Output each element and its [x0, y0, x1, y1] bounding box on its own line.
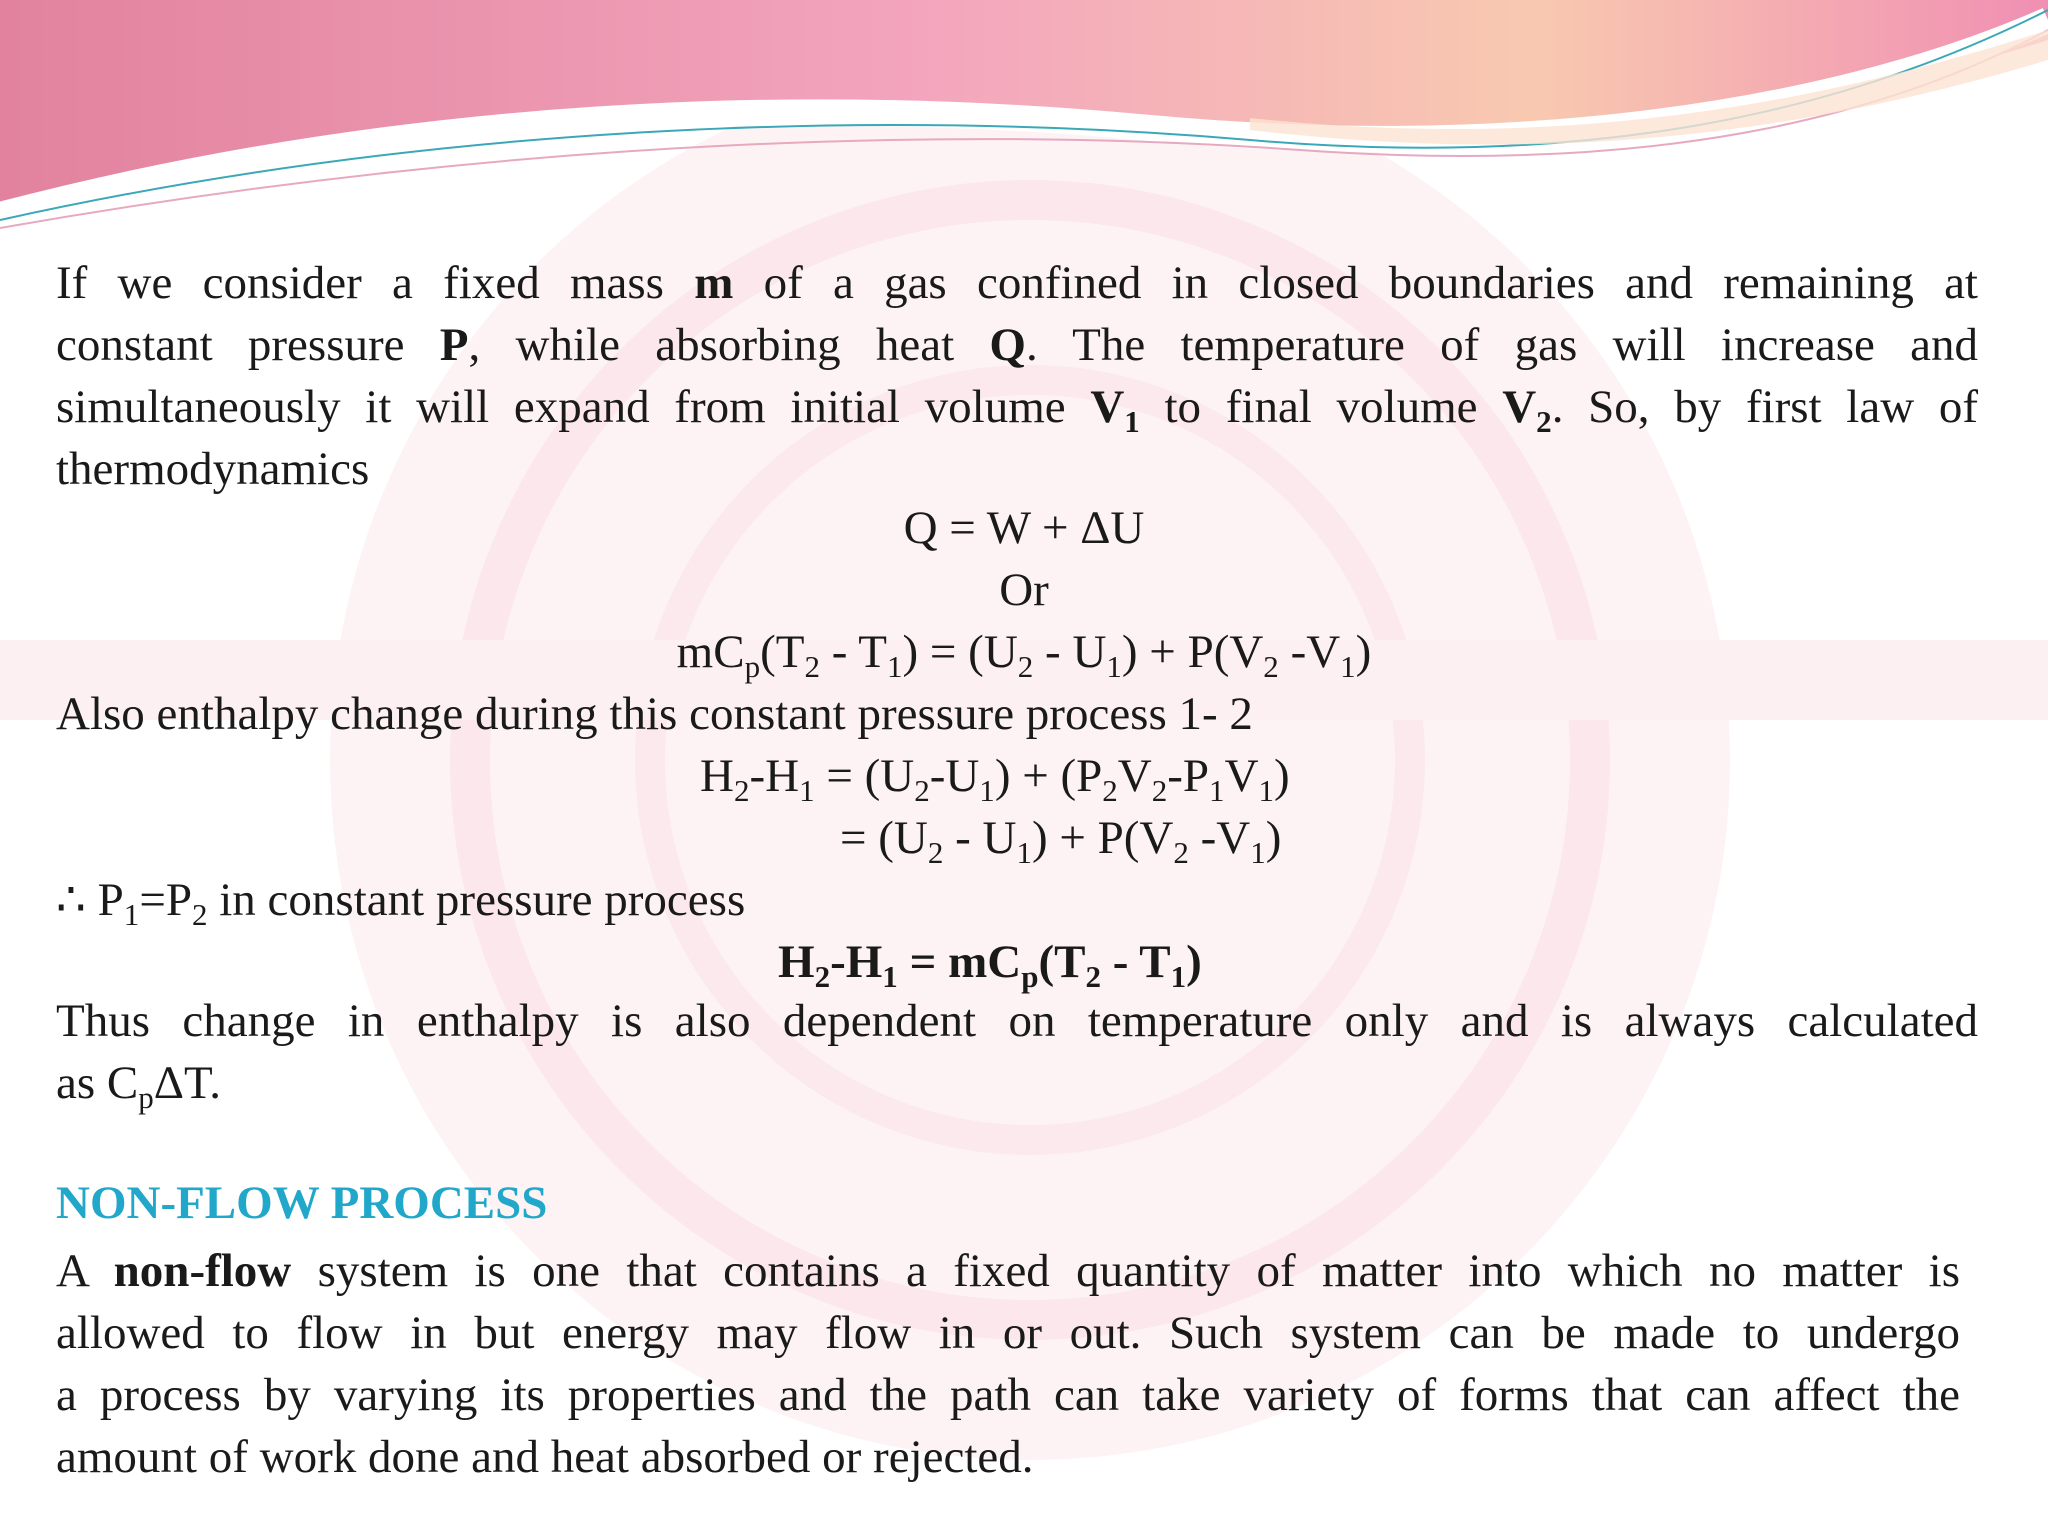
section-line4: amount of work done and heat absorbed or rejected. [56, 1431, 1034, 1483]
therefore-line: ∴ $P_1=P_2$ in constant pressure process [56, 874, 746, 932]
section-line2: allowed to flow in but energy may flow in or out. Such system can be made to undergo [56, 1307, 1960, 1359]
para1-line1: If we consider a fixed mass m of a gas confined in closed boundaries and remaining at [56, 257, 1978, 309]
section-heading: NON-FLOW PROCESS [56, 1177, 548, 1229]
para1-line3: simultaneously it will expand from initial volume $V_1$ to final volume $V_2$. So, by first law of [56, 381, 1978, 439]
equation-enthalpy-simplified: = $(U_2 - U_1) + P(V_2$ $-V_1$) [840, 812, 1282, 870]
section-line3: a process by varying its properties and the path can take variety of forms that can affect the [56, 1369, 1960, 1421]
equation-or: Or [999, 564, 1049, 616]
equation-result: $H_2-H_1 = mC_p(T_2 - T_1)$ [778, 936, 1202, 994]
para1-line4: thermodynamics [56, 443, 370, 495]
equation-enthalpy-change: $H_2-H_1 = (U_2-U_1) + (P_2V_2-P_1V_1)$ [700, 750, 1290, 808]
also-enthalpy-line: Also enthalpy change during this constant pressure process 1- 2 [56, 688, 1253, 740]
equation-heat-balance: $mC_p(T_2 - T_1) = (U_2 - U_1) + P(V_2$ $-V_1$) [676, 626, 1372, 684]
section-line1: A non-flow system is one that contains a fixed quantity of matter into which no matter is [56, 1245, 1960, 1297]
para1-line2: constant pressure P, while absorbing heat Q. The temperature of gas will increase and [56, 319, 1978, 371]
equation-first-law: Q = W + ΔU [903, 502, 1145, 554]
para2-line2: as $C_p\Delta T$. [56, 1057, 221, 1115]
para2-line1: Thus change in enthalpy is also dependent on temperature only and is always calculated [56, 995, 1978, 1047]
